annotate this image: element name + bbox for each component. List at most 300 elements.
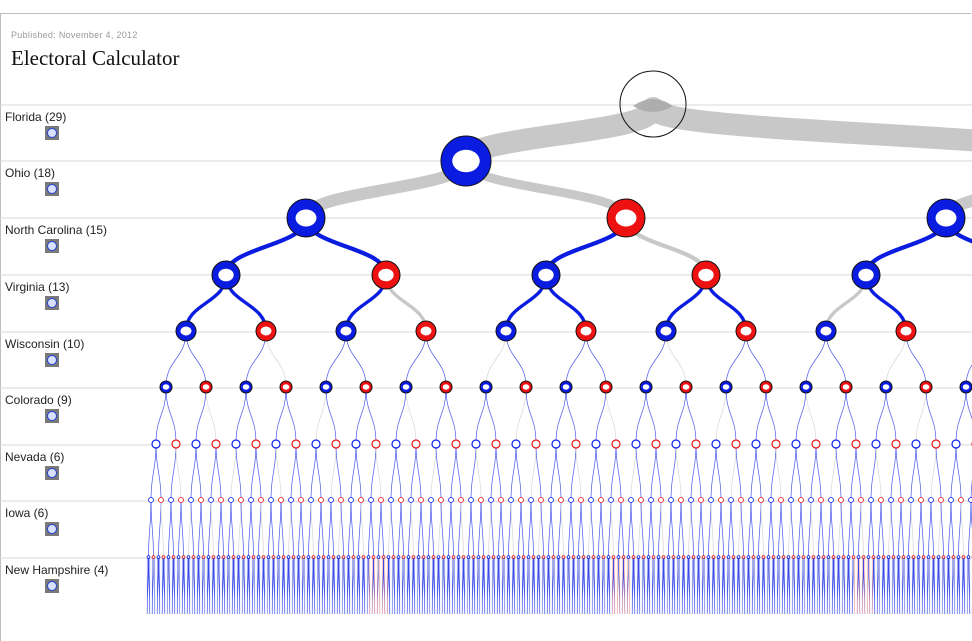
democrat-node[interactable] xyxy=(209,498,214,503)
outcome-toggle[interactable] xyxy=(5,182,65,196)
republican-node[interactable] xyxy=(402,556,405,559)
democrat-node[interactable] xyxy=(789,498,794,503)
democrat-node[interactable] xyxy=(592,440,600,448)
republican-node[interactable] xyxy=(212,556,215,559)
democrat-node[interactable] xyxy=(849,498,854,503)
republican-node[interactable] xyxy=(952,556,955,559)
republican-node[interactable] xyxy=(702,556,705,559)
democrat-node[interactable] xyxy=(657,556,660,559)
republican-node[interactable] xyxy=(572,556,575,559)
republican-node[interactable] xyxy=(912,556,915,559)
republican-node[interactable] xyxy=(399,498,404,503)
republican-node[interactable] xyxy=(779,498,784,503)
republican-node[interactable] xyxy=(202,556,205,559)
outcome-toggle[interactable] xyxy=(5,466,65,480)
republican-node[interactable] xyxy=(552,556,555,559)
democrat-node[interactable] xyxy=(640,381,652,393)
republican-node[interactable] xyxy=(416,321,436,341)
republican-node[interactable] xyxy=(232,556,235,559)
democrat-node[interactable] xyxy=(417,556,420,559)
democrat-node[interactable] xyxy=(437,556,440,559)
democrat-node[interactable] xyxy=(509,498,514,503)
democrat-node[interactable] xyxy=(549,498,554,503)
democrat-node[interactable] xyxy=(309,498,314,503)
republican-node[interactable] xyxy=(182,556,185,559)
democrat-node[interactable] xyxy=(187,556,190,559)
democrat-node[interactable] xyxy=(587,556,590,559)
democrat-node[interactable] xyxy=(487,556,490,559)
republican-node[interactable] xyxy=(499,498,504,503)
democrat-node[interactable] xyxy=(472,440,480,448)
democrat-node[interactable] xyxy=(889,498,894,503)
democrat-node[interactable] xyxy=(249,498,254,503)
republican-node[interactable] xyxy=(892,556,895,559)
republican-node[interactable] xyxy=(352,556,355,559)
tossup-toggle-button[interactable] xyxy=(45,296,59,310)
republican-node[interactable] xyxy=(282,556,285,559)
democrat-node[interactable] xyxy=(749,498,754,503)
republican-node[interactable] xyxy=(462,556,465,559)
republican-node[interactable] xyxy=(872,556,875,559)
republican-node[interactable] xyxy=(292,440,300,448)
tossup-toggle-button[interactable] xyxy=(45,239,59,253)
democrat-node[interactable] xyxy=(829,498,834,503)
democrat-node[interactable] xyxy=(867,556,870,559)
democrat-node[interactable] xyxy=(547,556,550,559)
republican-node[interactable] xyxy=(459,498,464,503)
democrat-node[interactable] xyxy=(147,556,150,559)
republican-node[interactable] xyxy=(652,440,660,448)
democrat-node[interactable] xyxy=(496,321,516,341)
republican-node[interactable] xyxy=(332,556,335,559)
democrat-node[interactable] xyxy=(480,381,492,393)
republican-node[interactable] xyxy=(192,556,195,559)
republican-node[interactable] xyxy=(412,556,415,559)
republican-node[interactable] xyxy=(682,556,685,559)
republican-node[interactable] xyxy=(479,498,484,503)
republican-node[interactable] xyxy=(822,556,825,559)
republican-node[interactable] xyxy=(760,381,772,393)
democrat-node[interactable] xyxy=(632,440,640,448)
republican-node[interactable] xyxy=(492,440,500,448)
republican-node[interactable] xyxy=(736,321,756,341)
republican-node[interactable] xyxy=(279,498,284,503)
democrat-node[interactable] xyxy=(552,440,560,448)
republican-node[interactable] xyxy=(172,556,175,559)
republican-node[interactable] xyxy=(692,556,695,559)
republican-node[interactable] xyxy=(392,556,395,559)
tossup-toggle-button[interactable] xyxy=(45,409,59,423)
democrat-node[interactable] xyxy=(569,498,574,503)
democrat-node[interactable] xyxy=(489,498,494,503)
democrat-node[interactable] xyxy=(392,440,400,448)
republican-node[interactable] xyxy=(942,556,945,559)
democrat-node[interactable] xyxy=(847,556,850,559)
democrat-node[interactable] xyxy=(317,556,320,559)
republican-node[interactable] xyxy=(542,556,545,559)
democrat-node[interactable] xyxy=(152,440,160,448)
democrat-node[interactable] xyxy=(792,440,800,448)
democrat-node[interactable] xyxy=(157,556,160,559)
republican-node[interactable] xyxy=(840,381,852,393)
democrat-node[interactable] xyxy=(949,498,954,503)
democrat-node[interactable] xyxy=(607,556,610,559)
democrat-node[interactable] xyxy=(816,321,836,341)
republican-node[interactable] xyxy=(862,556,865,559)
republican-toggle-button[interactable] xyxy=(25,126,39,140)
republican-node[interactable] xyxy=(520,381,532,393)
republican-node[interactable] xyxy=(962,556,965,559)
republican-node[interactable] xyxy=(639,498,644,503)
republican-toggle-button[interactable] xyxy=(25,182,39,196)
democrat-node[interactable] xyxy=(947,556,950,559)
democrat-node[interactable] xyxy=(677,556,680,559)
republican-node[interactable] xyxy=(922,556,925,559)
democrat-node[interactable] xyxy=(929,498,934,503)
democrat-toggle-button[interactable] xyxy=(5,409,19,423)
democrat-node[interactable] xyxy=(927,199,965,237)
republican-node[interactable] xyxy=(492,556,495,559)
republican-node[interactable] xyxy=(882,556,885,559)
republican-node[interactable] xyxy=(432,556,435,559)
republican-node[interactable] xyxy=(519,498,524,503)
democrat-toggle-button[interactable] xyxy=(5,239,19,253)
republican-node[interactable] xyxy=(342,556,345,559)
republican-node[interactable] xyxy=(632,556,635,559)
republican-node[interactable] xyxy=(292,556,295,559)
republican-node[interactable] xyxy=(419,498,424,503)
republican-node[interactable] xyxy=(712,556,715,559)
democrat-node[interactable] xyxy=(777,556,780,559)
democrat-node[interactable] xyxy=(597,556,600,559)
republican-node[interactable] xyxy=(200,381,212,393)
republican-node[interactable] xyxy=(372,440,380,448)
republican-node[interactable] xyxy=(442,556,445,559)
republican-node[interactable] xyxy=(612,556,615,559)
democrat-node[interactable] xyxy=(797,556,800,559)
democrat-toggle-button[interactable] xyxy=(5,296,19,310)
democrat-node[interactable] xyxy=(817,556,820,559)
democrat-node[interactable] xyxy=(737,556,740,559)
democrat-node[interactable] xyxy=(269,498,274,503)
democrat-node[interactable] xyxy=(609,498,614,503)
republican-node[interactable] xyxy=(312,556,315,559)
democrat-node[interactable] xyxy=(787,556,790,559)
tossup-toggle-button[interactable] xyxy=(45,126,59,140)
republican-node[interactable] xyxy=(879,498,884,503)
democrat-node[interactable] xyxy=(387,556,390,559)
democrat-node[interactable] xyxy=(397,556,400,559)
republican-node[interactable] xyxy=(379,498,384,503)
democrat-node[interactable] xyxy=(747,556,750,559)
democrat-node[interactable] xyxy=(207,556,210,559)
democrat-node[interactable] xyxy=(872,440,880,448)
republican-node[interactable] xyxy=(812,440,820,448)
republican-node[interactable] xyxy=(662,556,665,559)
democrat-node[interactable] xyxy=(557,556,560,559)
democrat-node[interactable] xyxy=(212,261,240,289)
outcome-toggle[interactable] xyxy=(5,296,65,310)
republican-node[interactable] xyxy=(199,498,204,503)
democrat-node[interactable] xyxy=(627,556,630,559)
democrat-node[interactable] xyxy=(237,556,240,559)
republican-node[interactable] xyxy=(939,498,944,503)
democrat-node[interactable] xyxy=(512,440,520,448)
democrat-node[interactable] xyxy=(827,556,830,559)
republican-node[interactable] xyxy=(839,498,844,503)
republican-node[interactable] xyxy=(719,498,724,503)
republican-node[interactable] xyxy=(599,498,604,503)
republican-node[interactable] xyxy=(360,381,372,393)
democrat-node[interactable] xyxy=(377,556,380,559)
democrat-node[interactable] xyxy=(707,556,710,559)
republican-node[interactable] xyxy=(739,498,744,503)
republican-node[interactable] xyxy=(272,556,275,559)
republican-node[interactable] xyxy=(252,556,255,559)
republican-node[interactable] xyxy=(256,321,276,341)
democrat-node[interactable] xyxy=(189,498,194,503)
republican-node[interactable] xyxy=(362,556,365,559)
democrat-toggle-button[interactable] xyxy=(5,466,19,480)
democrat-node[interactable] xyxy=(149,498,154,503)
democrat-node[interactable] xyxy=(160,381,172,393)
democrat-node[interactable] xyxy=(532,261,560,289)
republican-node[interactable] xyxy=(382,556,385,559)
democrat-node[interactable] xyxy=(409,498,414,503)
republican-node[interactable] xyxy=(622,556,625,559)
democrat-node[interactable] xyxy=(267,556,270,559)
democrat-node[interactable] xyxy=(449,498,454,503)
republican-node[interactable] xyxy=(159,498,164,503)
republican-node[interactable] xyxy=(600,381,612,393)
democrat-node[interactable] xyxy=(832,440,840,448)
democrat-node[interactable] xyxy=(689,498,694,503)
tossup-toggle-button[interactable] xyxy=(45,353,59,367)
democrat-node[interactable] xyxy=(352,440,360,448)
republican-node[interactable] xyxy=(222,556,225,559)
republican-toggle-button[interactable] xyxy=(25,409,39,423)
democrat-node[interactable] xyxy=(897,556,900,559)
outcome-toggle[interactable] xyxy=(5,522,65,536)
democrat-node[interactable] xyxy=(272,440,280,448)
republican-node[interactable] xyxy=(359,498,364,503)
republican-node[interactable] xyxy=(522,556,525,559)
republican-node[interactable] xyxy=(482,556,485,559)
democrat-toggle-button[interactable] xyxy=(5,579,19,593)
democrat-node[interactable] xyxy=(617,556,620,559)
republican-node[interactable] xyxy=(179,498,184,503)
republican-node[interactable] xyxy=(679,498,684,503)
democrat-node[interactable] xyxy=(389,498,394,503)
republican-node[interactable] xyxy=(299,498,304,503)
democrat-node[interactable] xyxy=(907,556,910,559)
democrat-node[interactable] xyxy=(349,498,354,503)
republican-node[interactable] xyxy=(562,556,565,559)
outcome-toggle[interactable] xyxy=(5,579,65,593)
democrat-node[interactable] xyxy=(757,556,760,559)
democrat-node[interactable] xyxy=(629,498,634,503)
republican-node[interactable] xyxy=(242,556,245,559)
republican-node[interactable] xyxy=(162,556,165,559)
tossup-toggle-button[interactable] xyxy=(45,579,59,593)
democrat-node[interactable] xyxy=(717,556,720,559)
republican-toggle-button[interactable] xyxy=(25,239,39,253)
democrat-node[interactable] xyxy=(937,556,940,559)
outcome-toggle[interactable] xyxy=(5,239,65,253)
democrat-node[interactable] xyxy=(869,498,874,503)
democrat-node[interactable] xyxy=(407,556,410,559)
republican-node[interactable] xyxy=(582,556,585,559)
republican-node[interactable] xyxy=(672,556,675,559)
republican-node[interactable] xyxy=(332,440,340,448)
republican-node[interactable] xyxy=(262,556,265,559)
outcome-toggle[interactable] xyxy=(5,409,65,423)
republican-node[interactable] xyxy=(692,261,720,289)
democrat-node[interactable] xyxy=(367,556,370,559)
republican-node[interactable] xyxy=(372,556,375,559)
republican-toggle-button[interactable] xyxy=(25,522,39,536)
democrat-node[interactable] xyxy=(447,556,450,559)
republican-node[interactable] xyxy=(852,556,855,559)
democrat-node[interactable] xyxy=(369,498,374,503)
democrat-node[interactable] xyxy=(767,556,770,559)
republican-node[interactable] xyxy=(732,556,735,559)
democrat-node[interactable] xyxy=(507,556,510,559)
republican-toggle-button[interactable] xyxy=(25,466,39,480)
democrat-node[interactable] xyxy=(567,556,570,559)
republican-node[interactable] xyxy=(572,440,580,448)
republican-node[interactable] xyxy=(280,381,292,393)
republican-node[interactable] xyxy=(680,381,692,393)
republican-node[interactable] xyxy=(172,440,180,448)
republican-node[interactable] xyxy=(339,498,344,503)
democrat-node[interactable] xyxy=(577,556,580,559)
democrat-node[interactable] xyxy=(197,556,200,559)
democrat-toggle-button[interactable] xyxy=(5,182,19,196)
democrat-node[interactable] xyxy=(649,498,654,503)
democrat-node[interactable] xyxy=(712,440,720,448)
tossup-toggle-button[interactable] xyxy=(45,522,59,536)
democrat-node[interactable] xyxy=(240,381,252,393)
democrat-node[interactable] xyxy=(217,556,220,559)
republican-node[interactable] xyxy=(322,556,325,559)
republican-node[interactable] xyxy=(212,440,220,448)
democrat-node[interactable] xyxy=(176,321,196,341)
democrat-node[interactable] xyxy=(517,556,520,559)
democrat-node[interactable] xyxy=(229,498,234,503)
republican-node[interactable] xyxy=(319,498,324,503)
democrat-node[interactable] xyxy=(709,498,714,503)
republican-node[interactable] xyxy=(832,556,835,559)
republican-node[interactable] xyxy=(819,498,824,503)
democrat-node[interactable] xyxy=(529,498,534,503)
democrat-node[interactable] xyxy=(909,498,914,503)
democrat-node[interactable] xyxy=(192,440,200,448)
democrat-node[interactable] xyxy=(289,498,294,503)
democrat-node[interactable] xyxy=(952,440,960,448)
democrat-node[interactable] xyxy=(852,261,880,289)
democrat-node[interactable] xyxy=(927,556,930,559)
democrat-node[interactable] xyxy=(497,556,500,559)
republican-node[interactable] xyxy=(612,440,620,448)
republican-node[interactable] xyxy=(619,498,624,503)
democrat-node[interactable] xyxy=(752,440,760,448)
democrat-node[interactable] xyxy=(277,556,280,559)
democrat-node[interactable] xyxy=(347,556,350,559)
democrat-node[interactable] xyxy=(729,498,734,503)
democrat-node[interactable] xyxy=(432,440,440,448)
democrat-node[interactable] xyxy=(400,381,412,393)
democrat-toggle-button[interactable] xyxy=(5,353,19,367)
republican-node[interactable] xyxy=(772,556,775,559)
democrat-node[interactable] xyxy=(227,556,230,559)
democrat-node[interactable] xyxy=(247,556,250,559)
republican-node[interactable] xyxy=(440,381,452,393)
democrat-node[interactable] xyxy=(669,498,674,503)
democrat-node[interactable] xyxy=(477,556,480,559)
republican-node[interactable] xyxy=(892,440,900,448)
republican-node[interactable] xyxy=(799,498,804,503)
republican-node[interactable] xyxy=(452,440,460,448)
republican-node[interactable] xyxy=(439,498,444,503)
republican-node[interactable] xyxy=(859,498,864,503)
republican-node[interactable] xyxy=(607,199,645,237)
tossup-toggle-button[interactable] xyxy=(45,466,59,480)
republican-node[interactable] xyxy=(219,498,224,503)
republican-node[interactable] xyxy=(659,498,664,503)
democrat-node[interactable] xyxy=(537,556,540,559)
republican-toggle-button[interactable] xyxy=(25,296,39,310)
democrat-node[interactable] xyxy=(647,556,650,559)
democrat-node[interactable] xyxy=(727,556,730,559)
democrat-node[interactable] xyxy=(167,556,170,559)
republican-node[interactable] xyxy=(259,498,264,503)
republican-node[interactable] xyxy=(792,556,795,559)
republican-node[interactable] xyxy=(722,556,725,559)
republican-node[interactable] xyxy=(559,498,564,503)
democrat-node[interactable] xyxy=(637,556,640,559)
republican-node[interactable] xyxy=(772,440,780,448)
democrat-node[interactable] xyxy=(720,381,732,393)
outcome-toggle[interactable] xyxy=(5,126,65,140)
democrat-node[interactable] xyxy=(837,556,840,559)
democrat-node[interactable] xyxy=(667,556,670,559)
democrat-node[interactable] xyxy=(912,440,920,448)
democrat-toggle-button[interactable] xyxy=(5,126,19,140)
republican-node[interactable] xyxy=(920,381,932,393)
democrat-node[interactable] xyxy=(672,440,680,448)
republican-node[interactable] xyxy=(539,498,544,503)
democrat-node[interactable] xyxy=(329,498,334,503)
democrat-node[interactable] xyxy=(169,498,174,503)
democrat-node[interactable] xyxy=(880,381,892,393)
democrat-node[interactable] xyxy=(337,556,340,559)
democrat-node[interactable] xyxy=(957,556,960,559)
democrat-node[interactable] xyxy=(177,556,180,559)
republican-node[interactable] xyxy=(852,440,860,448)
republican-node[interactable] xyxy=(896,321,916,341)
democrat-node[interactable] xyxy=(917,556,920,559)
democrat-node[interactable] xyxy=(429,498,434,503)
republican-node[interactable] xyxy=(422,556,425,559)
republican-node[interactable] xyxy=(592,556,595,559)
democrat-node[interactable] xyxy=(320,381,332,393)
tossup-toggle-button[interactable] xyxy=(45,182,59,196)
democrat-node[interactable] xyxy=(687,556,690,559)
democrat-node[interactable] xyxy=(312,440,320,448)
republican-node[interactable] xyxy=(412,440,420,448)
republican-node[interactable] xyxy=(699,498,704,503)
